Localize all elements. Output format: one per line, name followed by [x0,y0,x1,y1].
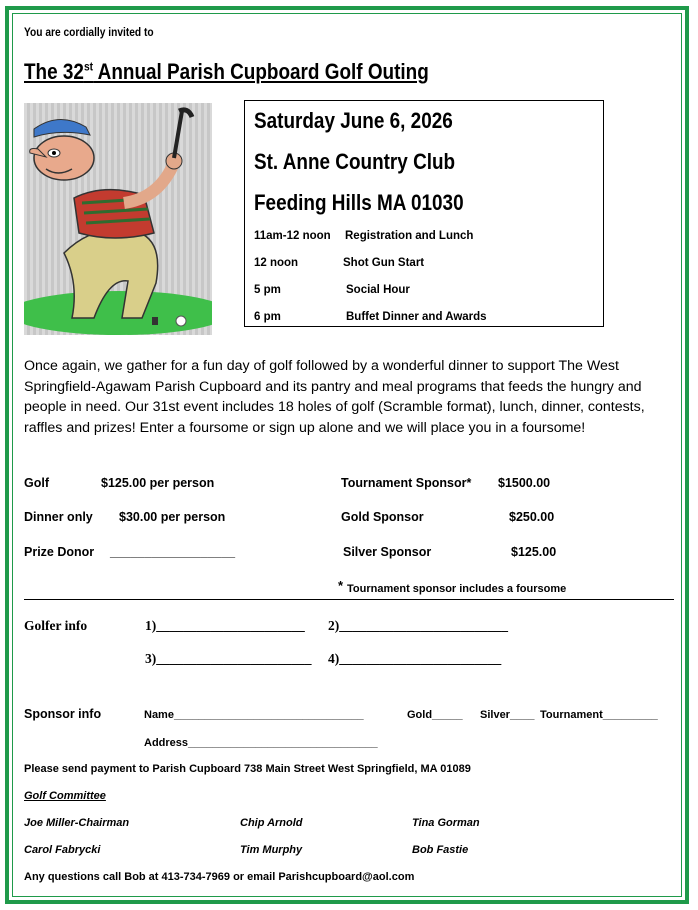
committee-member: Tina Gorman [412,817,480,829]
page-title [24,59,429,85]
section-divider [24,599,674,600]
committee-member: Chip Arnold [240,817,303,829]
committee-heading: Golf Committee [24,790,106,802]
tournament-sponsor-label: Tournament Sponsor* [341,476,472,490]
event-description: Once again, we gather for a fun day of golf followed by a wonderful dinner to support The West Springfield-Agawam Parish Cupboard and its pantry and meal programs that feeds the hungry and people in need. Our 31st event includes 18 holes of golf (Scramble format), lunch, dinner, contests, raffles and prizes! Enter a foursome or sign up alone and we will place you in a foursome! [24,358,645,436]
committee-member: Bob Fastie [412,844,469,856]
gold-sponsor-price: $250.00 [509,510,555,524]
schedule-time: 11am-12 noon [254,230,331,242]
title-sup: st [83,59,94,74]
prize-donor-blank[interactable]: __________________ [110,545,236,559]
silver-sponsor-label: Silver Sponsor [343,545,432,559]
schedule-time: 5 pm [254,284,281,296]
contact-line: Any questions call Bob at 413-734-7969 or email Parishcupboard@aol.com [24,871,415,883]
golfer-2-field[interactable]: 2)_________________________ [328,618,508,633]
sponsor-address-field[interactable]: Address_______________________________ [144,737,378,749]
sponsor-note-star: * [338,578,344,593]
event-date: Saturday June 6, 2026 [254,108,453,133]
sponsor-name-field[interactable]: Name_______________________________ [144,709,364,721]
committee-member: Tim Murphy [240,844,303,856]
title-pre: The 32 [24,59,84,84]
event-info-box [244,100,604,327]
golfer-1-field[interactable]: 1)______________________ [145,618,305,633]
schedule-item: Shot Gun Start [343,257,425,269]
sponsor-note: Tournament sponsor includes a foursome [347,583,567,595]
schedule-item: Registration and Lunch [345,230,474,242]
dinner-label: Dinner only [24,510,93,524]
payment-instructions: Please send payment to Parish Cupboard 738 Main Street West Springfield, MA 01089 [24,763,471,775]
schedule-item: Buffet Dinner and Awards [346,311,487,323]
tournament-sponsor-price: $1500.00 [498,476,551,490]
schedule-time: 6 pm [254,311,281,323]
sponsor-tournament-field[interactable]: Tournament_________ [540,709,658,721]
schedule-time: 12 noon [254,257,299,269]
golfer-cartoon-image [24,103,212,335]
invite-line: You are cordially invited to [24,25,154,39]
sponsor-silver-field[interactable]: Silver____ [480,709,535,721]
golf-label: Golf [24,476,49,490]
committee-member: Joe Miller-Chairman [24,817,130,829]
golf-price: $125.00 per person [101,476,215,490]
sponsor-info-label: Sponsor info [24,707,102,721]
title-post: Annual Parish Cupboard Golf Outing [93,59,429,84]
golfer-illustration [24,103,212,335]
dinner-price: $30.00 per person [119,510,226,524]
schedule-item: Social Hour [346,284,410,296]
prize-donor-label: Prize Donor [24,545,95,559]
golfer-3-field[interactable]: 3)_______________________ [145,651,312,666]
golfer-4-field[interactable]: 4)________________________ [328,651,502,666]
golfer-info-label: Golfer info [24,618,88,633]
sponsor-gold-field[interactable]: Gold_____ [407,709,463,721]
silver-sponsor-price: $125.00 [511,545,557,559]
gold-sponsor-label: Gold Sponsor [341,510,424,524]
event-city: Feeding Hills MA 01030 [254,190,464,215]
committee-member: Carol Fabrycki [24,844,101,856]
event-venue: St. Anne Country Club [254,149,456,174]
